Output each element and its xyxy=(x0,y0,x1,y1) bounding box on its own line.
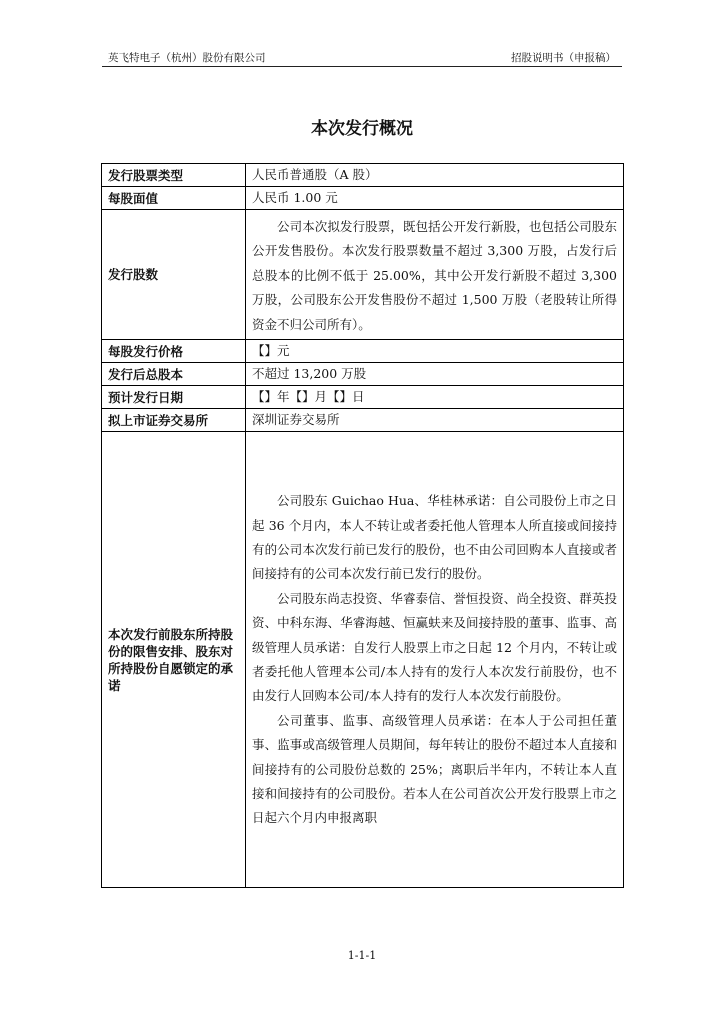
row-value: 【】年【】月【】日 xyxy=(246,386,624,409)
table-row xyxy=(102,187,624,210)
table-row xyxy=(102,210,624,340)
row-value: 深圳证券交易所 xyxy=(246,409,624,432)
offering-summary-table xyxy=(101,163,624,888)
header-document-type: 招股说明书（申报稿） xyxy=(511,52,616,64)
row-value: 【】元 xyxy=(246,340,624,363)
row-label: 发行股数 xyxy=(102,210,246,340)
header-company-name: 英飞特电子（杭州）股份有限公司 xyxy=(108,52,266,64)
table-row xyxy=(102,340,624,363)
header-divider xyxy=(102,66,622,67)
row-paragraph: 公司董事、监事、高级管理人员承诺：在本人于公司担任董事、监事或高级管理人员期间，每年转让的股份不超过本人直接和间接持有的公司股份总数的 25%；离职后半年内，不转让本人直接和间接持有的公司股份。若本人在公司首次公开发行股票上市之日起六个月内申报离职 xyxy=(252,712,617,826)
row-label: 每股发行价格 xyxy=(102,340,246,363)
row-value: 不超过 13,200 万股 xyxy=(246,363,624,386)
row-label: 发行股票类型 xyxy=(102,164,246,187)
page-number: 1-1-1 xyxy=(347,949,377,962)
row-value: 人民币普通股（A 股） xyxy=(246,164,624,187)
row-label: 拟上市证券交易所 xyxy=(102,409,246,432)
table-row xyxy=(102,386,624,409)
row-value xyxy=(246,210,624,340)
row-paragraph: 公司本次拟发行股票，既包括公开发行新股，也包括公司股东公开发售股份。本次发行股票数量不超过 3,300 万股，占发行后总股本的比例不低于 25.00%，其中公开发行新股不超过 3,300 万股，公司股东公开发售股份不超过 1,500 万股（老股转让所得资金不归公司所有）。 xyxy=(252,218,617,332)
table-row xyxy=(102,164,624,187)
page-title: 本次发行概况 xyxy=(311,119,413,139)
row-label: 本次发行前股东所持股份的限售安排、股东对所持股份自愿锁定的承诺 xyxy=(102,432,246,888)
row-label: 发行后总股本 xyxy=(102,363,246,386)
table-row xyxy=(102,363,624,386)
row-paragraph: 公司股东 Guichao Hua、华桂林承诺：自公司股份上市之日起 36 个月内，本人不转让或者委托他人管理本人所直接或间接持有的公司本次发行前已发行的股份，也不由公司回购本人直接或者间接持有的公司本次发行前已发行的股份。 xyxy=(252,493,617,582)
page-header xyxy=(102,50,622,66)
row-value: 人民币 1.00 元 xyxy=(246,187,624,210)
row-paragraph: 公司股东尚志投资、华睿泰信、誉恒投资、尚全投资、群英投资、中科东海、华睿海越、恒赢蚨来及间接持股的董事、监事、高级管理人员承诺：自发行人股票上市之日起 12 个月内，不转让或者委托他人管理本公司/本人持有的发行人本次发行前股份，也不由发行人回购本公司/本人持有的发行人本次发行前股份。 xyxy=(252,590,617,704)
row-label: 每股面值 xyxy=(102,187,246,210)
table-row xyxy=(102,409,624,432)
table-row xyxy=(102,432,624,888)
row-label: 预计发行日期 xyxy=(102,386,246,409)
row-value xyxy=(246,432,624,888)
